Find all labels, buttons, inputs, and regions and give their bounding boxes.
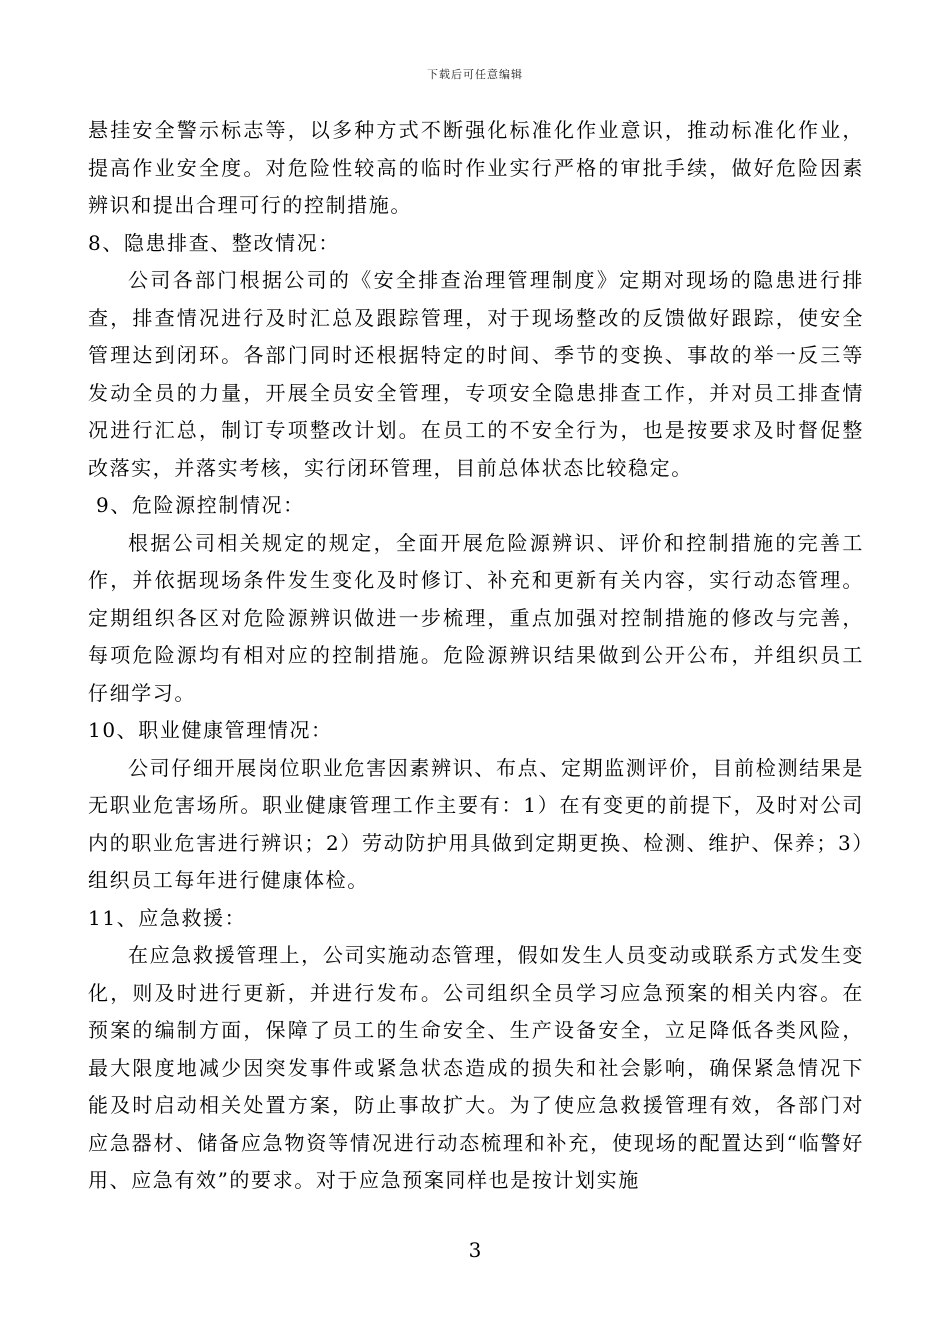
paragraph-continued: 悬挂安全警示标志等，以多种方式不断强化标准化作业意识，推动标准化作业，提高作业安全度。对危险性较高的临时作业实行严格的审批手续，做好危险因素辨识和提出合理可行的控制措施。 [88, 118, 864, 217]
paragraph-hidden-danger: 公司各部门根据公司的《安全排查治理管理制度》定期对现场的隐患进行排查，排查情况进行及时汇总及跟踪管理，对于现场整改的反馈做好跟踪，使安全管理达到闭环。各部门同时还根据特定的时间、季节的变换、事故的举一反三等发动全员的力量，开展全员安全管理，专项安全隐患排查工作，并对员工排查情况进行汇总，制订专项整改计划。在员工的不安全行为，也是按要求及时督促整改落实，并落实考核，实行闭环管理，目前总体状态比较稳定。 [88, 268, 864, 480]
section-heading-10: 10、职业健康管理情况： [88, 718, 333, 742]
section-heading-11: 11、应急救援： [88, 905, 247, 930]
document-body [88, 112, 864, 1200]
paragraph-emergency-rescue: 在应急救援管理上，公司实施动态管理，假如发生人员变动或联系方式发生变化，则及时进行更新，并进行发布。公司组织全员学习应急预案的相关内容。在预案的编制方面，保障了员工的生命安全、生产设备安全，立足降低各类风险，最大限度地减少因突发事件或紧急状态造成的损失和社会影响，确保紧急情况下能及时启动相关处置方案，防止事故扩大。为了使应急救援管理有效，各部门对应急器材、储备应急物资等情况进行动态梳理和补充，使现场的配置达到“临警好用、应急有效”的要求。对于应急预案同样也是按计划实施 [88, 943, 864, 1192]
section-heading-9: 9、危险源控制情况： [96, 493, 305, 517]
page-header: 下载后可任意编辑 [427, 68, 523, 81]
section-heading-8: 8、隐患排查、整改情况： [88, 230, 340, 255]
page-number: 3 [468, 1238, 482, 1262]
paragraph-hazard-control: 根据公司相关规定的规定，全面开展危险源辨识、评价和控制措施的完善工作，并依据现场条件发生变化及时修订、补充和更新有关内容，实行动态管理。定期组织各区对危险源辨识做进一步梳理，重点加强对控制措施的修改与完善，每项危险源均有相对应的控制措施。危险源辨识结果做到公开公布，并组织员工仔细学习。 [88, 530, 864, 705]
paragraph-occupational-health: 公司仔细开展岗位职业危害因素辨识、布点、定期监测评价，目前检测结果是无职业危害场所。职业健康管理工作主要有：1）在有变更的前提下，及时对公司内的职业危害进行辨识；2）劳动防护用具做到定期更换、检测、维护、保养；3）组织员工每年进行健康体检。 [88, 755, 864, 892]
